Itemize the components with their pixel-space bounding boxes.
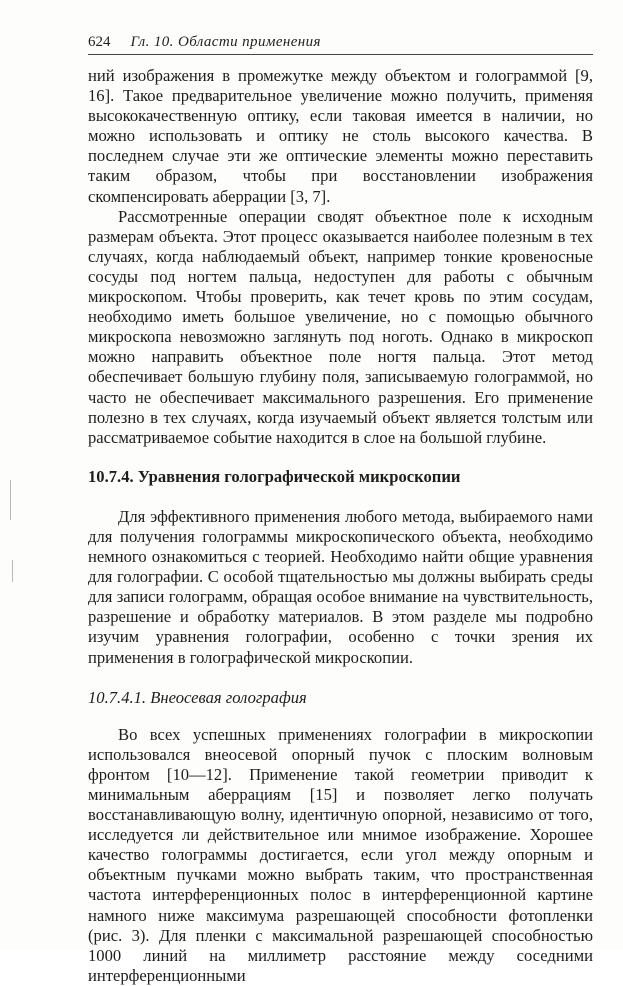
margin-mark	[10, 480, 11, 520]
paragraph: Во всех успешных применениях голографии в микроскопии использовался внеосевой опорный пучок с плоским волновым фронтом [10—12]. Применение такой геометрии приводит к минимальным аберрациям [15] и позволяет легко получать восстанавливающую волну, идентичную опорной, независимо от того, исследуется ли действительное или мнимое изображение. Хорошее качество голограммы достигается, если угол между опорным и объектным пучками можно выбрать таким, что пространственная частота интерференционных полос в интерференционной картине намного ниже максимума разрешающей способности фотопленки (рис. 3). Для пленки с максимальной разрешающей способностью 1000 линий на миллиметр расстояние между соседними интерференционными	[88, 724, 593, 985]
margin-mark	[12, 560, 13, 582]
paragraph: Для эффективного применения любого метода, выбираемого нами для получения голограммы микроскопического объекта, необходимо немного ознакомиться с теорией. Необходимо найти общие уравнения для голографии. С особой тщательностью мы должны выбирать среды для записи голограмм, обращая особое внимание на чувствительность, разрешение и обработку материалов. В этом разделе мы подробно изучим уравнения голографии, особенно с точки зрения их применения в голографической микроскопии.	[88, 506, 593, 667]
page-body	[88, 66, 593, 986]
page-number: 624	[88, 34, 111, 50]
section-heading: 10.7.4. Уравнения голографической микроскопии	[88, 466, 461, 486]
running-title: Гл. 10. Области применения	[130, 34, 321, 50]
paragraph: Рассмотренные операции сводят объектное поле к исходным размерам объекта. Этот процесс оказывается наиболее полезным в тех случаях, когда наблюдаемый объект, например тонкие кровеносные сосуды под ногтем пальца, недоступен для работы с обычным микроскопом. Чтобы проверить, как течет кровь по этим сосудам, необходимо иметь большое увеличение, но с помощью обычного микроскопа невозможно заглянуть под ноготь. Однако в микроскоп можно направить объектное поле ногтя пальца. Этот метод обеспечивает большую глубину поля, записываемую голограммой, но часто не обеспечивает максимального разрешения. Его применение полезно в тех случаях, когда изучаемый объект является толстым или рассматриваемое событие находится в слое на большой глубине.	[88, 206, 593, 447]
header-rule	[88, 54, 593, 55]
running-header	[88, 34, 321, 51]
paragraph: ний изображения в промежутке между объектом и голограммой [9, 16]. Такое предварительное увеличение можно получить, применяя высококачественную оптику, если таковая имеется в наличии, но можно использовать и оптику не столь высокого качества. В последнем случае эти же оптические элементы можно переставить таким образом, чтобы при восстановлении изображения скомпенсировать аберрации [3, 7].	[88, 66, 593, 206]
subsection-heading: 10.7.4.1. Внеосевая голография	[88, 687, 307, 707]
